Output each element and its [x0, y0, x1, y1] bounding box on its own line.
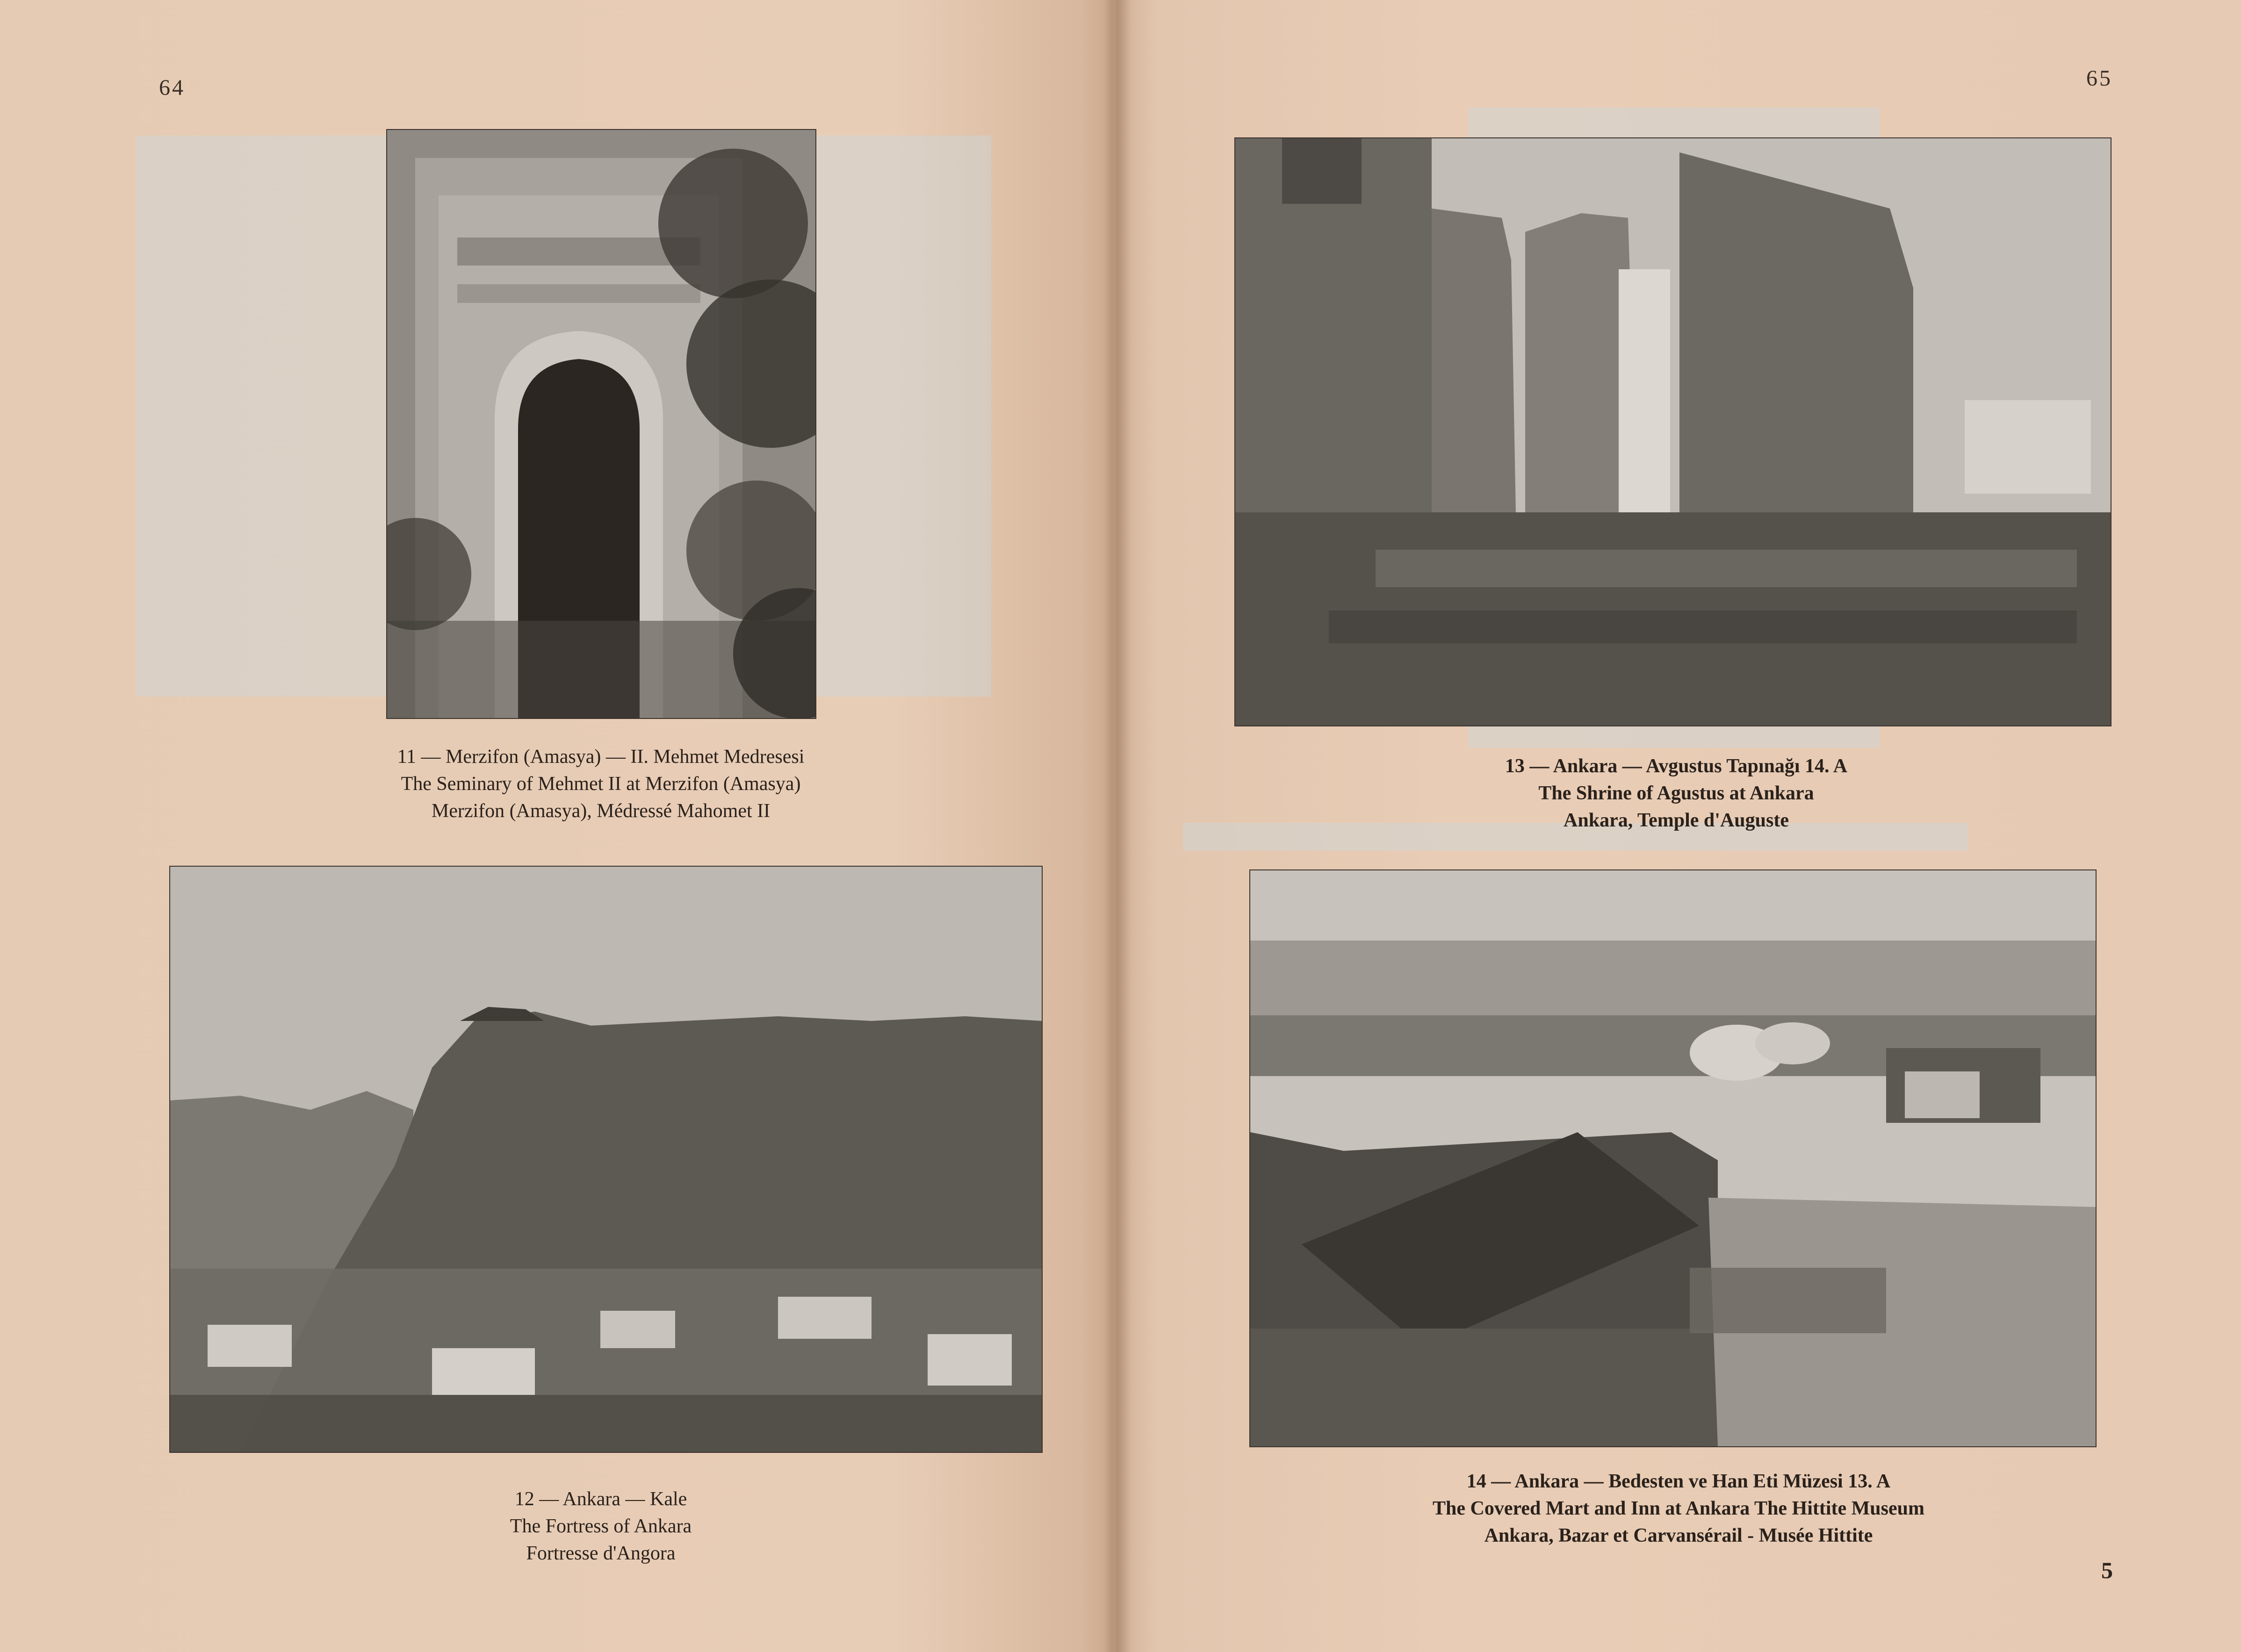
page-number-right: 65 — [2086, 66, 2112, 91]
photo-temple-of-augustus — [1234, 137, 2111, 726]
caption-line: The Shrine of Agustus at Ankara — [1538, 783, 1814, 804]
caption-figure-14 — [1323, 1468, 2034, 1549]
caption-line: 13 — Ankara — Avgustus Tapınağı 14. A — [1505, 755, 1848, 777]
caption-line: Ankara, Bazar et Carvansérail - Musée Hittite — [1484, 1525, 1873, 1546]
caption-figure-12 — [327, 1486, 874, 1567]
caption-line: The Fortress of Ankara — [510, 1516, 692, 1537]
caption-line: Ankara, Temple d'Auguste — [1564, 810, 1789, 831]
caption-line: 14 — Ankara — Bedesten ve Han Eti Müzesi 13. A — [1466, 1471, 1891, 1492]
caption-line: The Covered Mart and Inn at Ankara The Hittite Museum — [1433, 1498, 1924, 1519]
caption-line: Merzifon (Amasya), Médressé Mahomet II — [431, 800, 771, 822]
caption-line: The Seminary of Mehmet II at Merzifon (Amasya) — [401, 773, 801, 795]
caption-line: 12 — Ankara — Kale — [514, 1488, 687, 1510]
caption-line: 11 — Merzifon (Amasya) — II. Mehmet Medresesi — [397, 746, 805, 768]
caption-line: Fortresse d'Angora — [526, 1543, 676, 1564]
page-number-left: 64 — [159, 75, 185, 100]
caption-figure-13 — [1384, 753, 1968, 834]
signature-mark: 5 — [2101, 1557, 2113, 1583]
caption-figure-11 — [327, 743, 874, 825]
photo-merzifon-medrese — [386, 129, 816, 719]
photo-bedesten-and-han — [1249, 869, 2097, 1447]
book-gutter — [1103, 0, 1131, 1652]
photo-ankara-fortress — [169, 866, 1043, 1453]
